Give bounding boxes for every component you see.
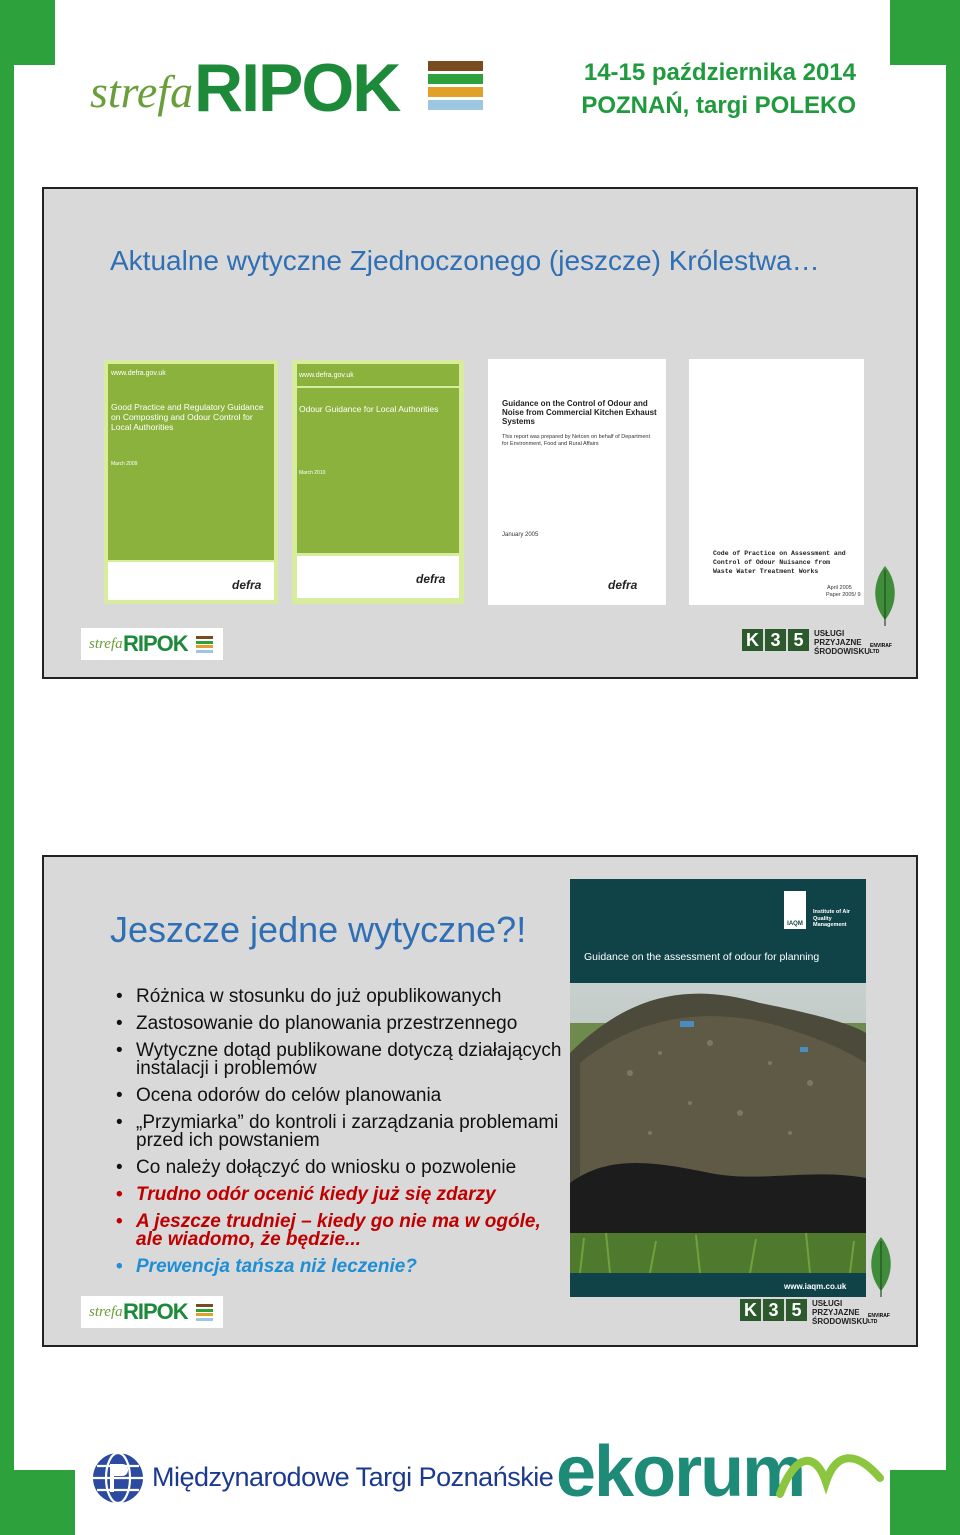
leaf-icon <box>866 1235 896 1299</box>
doc-url: www.defra.gov.uk <box>111 370 166 377</box>
logo-strefa-text: strefa <box>90 66 194 117</box>
landfill-photo <box>570 983 866 1273</box>
ekorum-logo: ekorum <box>556 1432 805 1512</box>
event-date: 14-15 października 2014 <box>583 59 856 86</box>
side-bar-left <box>0 0 14 1535</box>
slide-2-title: Jeszcze jedne wytyczne?! <box>110 909 527 950</box>
bullet-item: • Zastosowanie do planowania przestrzennego <box>114 1015 564 1033</box>
document-cover-composting <box>104 360 278 604</box>
slide-1-title: Aktualne wytyczne Zjednoczonego (jeszcze) Królestwa… <box>110 245 820 276</box>
bullet-item: • Prewencja tańsza niż leczenie? <box>114 1258 564 1276</box>
bullet-item: • Wytyczne dotąd publikowane dotyczą działających instalacji i problemów <box>114 1042 564 1078</box>
slide-2-bullets <box>114 988 564 1285</box>
enviraf-label: ENVIRAF LTD <box>870 643 892 655</box>
logo-stripes <box>428 61 483 119</box>
document-cover-kitchen-exhaust <box>488 359 666 605</box>
bullet-item: • Różnica w stosunku do już opublikowanych <box>114 988 564 1006</box>
doc-date: January 2005 <box>502 532 539 538</box>
slide-2 <box>42 855 918 1347</box>
doc-date: March 2009 <box>111 461 138 467</box>
bullet-item: • „Przymiarka” do kontroli i zarządzania problemami przed ich powstaniem <box>114 1114 564 1150</box>
doc-title: Good Practice and Regulatory Guidance on Composting and Odour Control for Local Authorities <box>111 402 264 432</box>
logo-ripok-text: RIPOK <box>194 50 400 126</box>
bullet-item: • Ocena odorów do celów planowania <box>114 1087 564 1105</box>
strefa-ripok-small-logo: strefa RIPOK <box>81 628 223 660</box>
doc-note: This report was prepared by Netcen on behalf of Department for Environment, Food and Rural Affairs <box>502 434 650 447</box>
defra-logo: defra <box>232 578 262 592</box>
cover-url: www.iaqm.co.uk <box>784 1282 847 1291</box>
ekorum-swoosh <box>776 1442 886 1502</box>
corner-bar-bottom-left <box>0 1470 75 1535</box>
k35-logo: K 3 5 USŁUGI PRZYJAZNE ŚRODOWISKU ENVIRAF LTD <box>742 629 902 654</box>
strefa-ripok-logo <box>90 45 490 130</box>
strefa-ripok-small-logo: strefa RIPOK <box>81 1296 223 1328</box>
doc-date: April 2005 <box>827 585 852 591</box>
document-cover-odour-guidance <box>292 360 464 604</box>
mtp-name: Międzynarodowe Targi Poznańskie <box>152 1462 554 1492</box>
defra-logo: defra <box>608 578 638 592</box>
iaqm-logo: IAQM <box>784 891 806 929</box>
doc-date: March 2010 <box>299 470 326 476</box>
iaqm-guidance-cover <box>570 879 866 1297</box>
doc-title: Code of Practice on Assessment and Control of Odour Nuisance from Waste Water Treatment Works <box>713 550 846 575</box>
iaqm-org-name: Institute of Air Quality Management <box>813 909 851 928</box>
doc-title: Odour Guidance for Local Authorities <box>299 404 439 414</box>
cover-title: Guidance on the assessment of odour for planning <box>584 951 820 963</box>
document-cover-waste-water <box>689 359 864 605</box>
doc-paper-number: Paper 2005/ 9 <box>826 592 861 598</box>
doc-url: www.defra.gov.uk <box>299 372 354 379</box>
slide-1 <box>42 187 918 679</box>
bullet-item: • Co należy dołączyć do wniosku o pozwolenie <box>114 1159 564 1177</box>
corner-bar-bottom-right <box>890 1470 960 1535</box>
enviraf-label: ENVIRAF LTD <box>868 1313 890 1325</box>
leaf-icon <box>870 564 900 628</box>
mtp-globe-icon <box>92 1450 144 1506</box>
k35-logo: K 3 5 USŁUGI PRZYJAZNE ŚRODOWISKU ENVIRAF LTD <box>740 1299 900 1324</box>
event-location: POZNAŃ, targi POLEKO <box>581 92 856 119</box>
bullet-item: • A jeszcze trudniej – kiedy go nie ma w ogóle, ale wiadomo, że będzie... <box>114 1213 564 1249</box>
doc-title: Guidance on the Control of Odour and Noise from Commercial Kitchen Exhaust Systems <box>502 399 657 426</box>
side-bar-right <box>946 0 960 1535</box>
bullet-item: • Trudno odór ocenić kiedy już się zdarzy <box>114 1186 564 1204</box>
defra-logo: defra <box>416 572 446 586</box>
